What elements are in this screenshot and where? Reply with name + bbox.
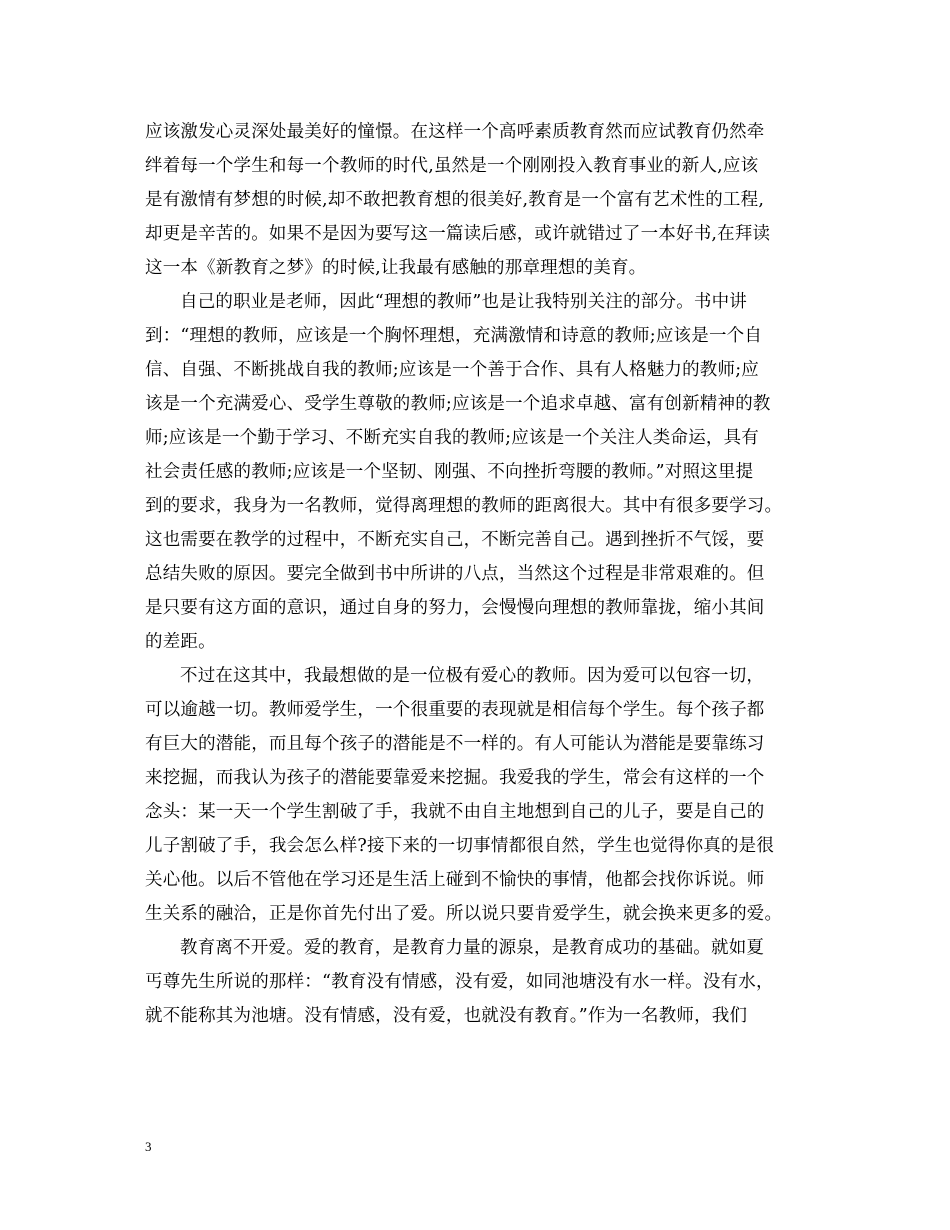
text-line: 的差距。 [145, 632, 216, 652]
text-line: 生关系的融洽，正是你首先付出了爱。所以说只要肯爱学生，就会换来更多的爱。 [145, 904, 783, 924]
text-line: 来挖掘，而我认为孩子的潜能要靠爱来挖掘。我爱我的学生，常会有这样的一个 [145, 768, 765, 788]
text-line: 师;应该是一个勤于学习、不断充实自我的教师;应该是一个关注人类命运，具有 [145, 428, 759, 448]
text-line: 绊着每一个学生和每一个教师的时代,虽然是一个刚刚投入教育事业的新人,应该 [145, 156, 759, 176]
text-line: 该是一个充满爱心、受学生尊敬的教师;应该是一个追求卓越、富有创新精神的教 [145, 394, 771, 414]
text-line: 就不能称其为池塘。没有情感，没有爱，也就没有教育。”作为一名教师，我们 [145, 1006, 748, 1026]
text-line: 到的要求，我身为一名教师，觉得离理想的教师的距离很大。其中有很多要学习。 [145, 496, 783, 516]
text-line: 这一本《新教育之梦》的时候,让我最有感触的那章理想的美育。 [145, 258, 647, 278]
paragraph-start-line: 不过在这其中，我最想做的是一位极有爱心的教师。因为爱可以包容一切， [180, 666, 765, 686]
text-line: 信、自强、不断挑战自我的教师;应该是一个善于合作、具有人格魅力的教师;应 [145, 360, 759, 380]
text-line: 关心他。以后不管他在学习还是生活上碰到不愉快的事情，他都会找你诉说。师 [145, 870, 765, 890]
text-line: 丐尊先生所说的那样：“教育没有情感，没有爱，如同池塘没有水一样。没有水， [145, 972, 774, 992]
paragraph-start-line: 自己的职业是老师，因此“理想的教师”也是让我特别关注的部分。书中讲 [180, 292, 747, 312]
page-number: 3 [145, 1139, 152, 1154]
text-line: 有巨大的潜能，而且每个孩子的潜能是不一样的。有人可能认为潜能是要靠练习 [145, 734, 765, 754]
text-line: 念头：某一天一个学生割破了手，我就不由自主地想到自己的儿子，要是自己的 [145, 802, 765, 822]
text-line: 可以逾越一切。教师爱学生，一个很重要的表现就是相信每个学生。每个孩子都 [145, 700, 765, 720]
text-line: 是有激情有梦想的时候,却不敢把教育想的很美好,教育是一个富有艺术性的工程, [145, 190, 765, 210]
text-line: 是只要有这方面的意识，通过自身的努力，会慢慢向理想的教师靠拢，缩小其间 [145, 598, 765, 618]
text-line: 这也需要在教学的过程中，不断充实自己，不断完善自己。遇到挫折不气馁，要 [145, 530, 765, 550]
paragraph-start-line: 教育离不开爱。爱的教育，是教育力量的源泉，是教育成功的基础。就如夏 [180, 938, 765, 958]
text-line: 总结失败的原因。要完全做到书中所讲的八点，当然这个过程是非常艰难的。但 [145, 564, 765, 584]
text-line: 到：“理想的教师，应该是一个胸怀理想，充满激情和诗意的教师;应该是一个自 [145, 326, 763, 346]
text-line: 应该激发心灵深处最美好的憧憬。在这样一个高呼素质教育然而应试教育仍然牵 [145, 122, 765, 142]
text-line: 儿子割破了手，我会怎么样?接下来的一切事情都很自然，学生也觉得你真的是很 [145, 836, 775, 856]
text-line: 却更是辛苦的。如果不是因为要写这一篇读后感，或许就错过了一本好书,在拜读 [145, 224, 771, 244]
text-line: 社会责任感的教师;应该是一个坚韧、刚强、不向挫折弯腰的教师。”对照这里提 [145, 462, 754, 482]
